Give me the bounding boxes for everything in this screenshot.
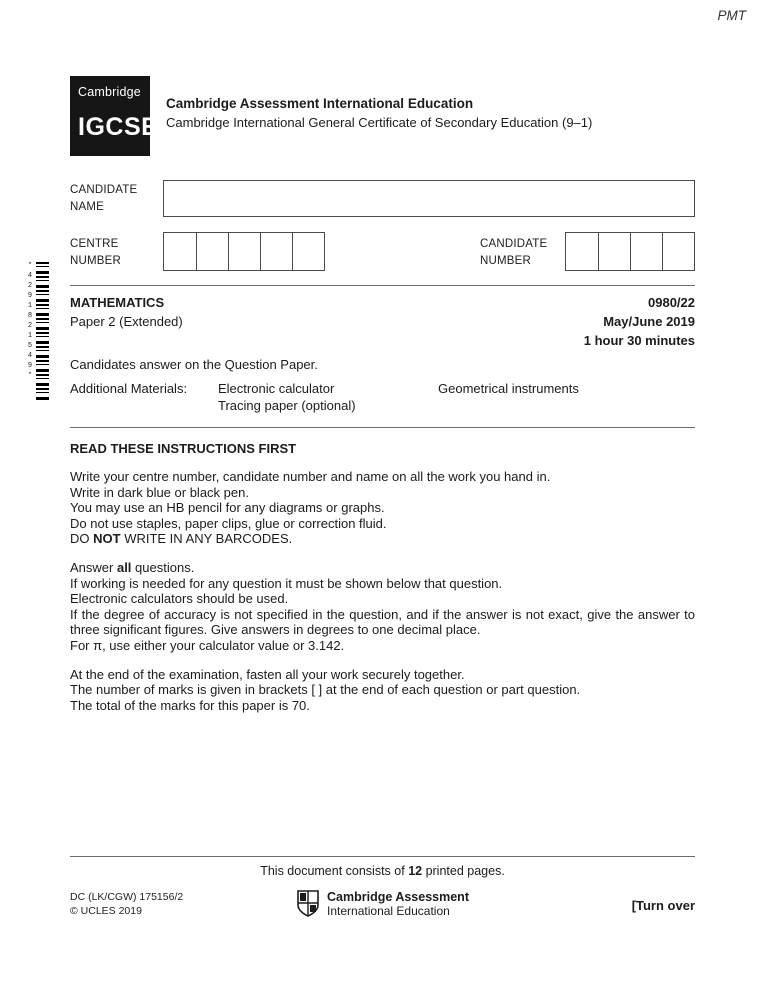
barcode-text: *4291821549*: [26, 262, 34, 382]
centre-number-field[interactable]: [163, 232, 325, 271]
answer-note: Candidates answer on the Question Paper.: [70, 357, 318, 372]
candidate-number-cell[interactable]: [662, 233, 694, 270]
pmt-watermark: PMT: [717, 8, 746, 23]
centre-number-cell[interactable]: [260, 233, 292, 270]
candidate-number-cell[interactable]: [566, 233, 598, 270]
candidate-number-field[interactable]: [565, 232, 695, 271]
centre-number-cell[interactable]: [164, 233, 196, 270]
candidate-name-field[interactable]: [163, 180, 695, 217]
shield-icon: [296, 890, 320, 918]
materials-label: Additional Materials:: [70, 381, 188, 396]
footer-logo-line2: International Education: [327, 904, 450, 918]
candidate-name-label: CANDIDATE NAME: [70, 184, 138, 213]
igcse-logo: [70, 76, 159, 156]
document-codes: [70, 890, 296, 918]
paper-name: Paper 2 (Extended): [70, 314, 183, 329]
footer-logo-line1: Cambridge Assessment: [327, 890, 469, 904]
candidate-name-row: [70, 180, 695, 217]
footer: [70, 856, 695, 918]
material-tracing-paper: Tracing paper (optional): [218, 398, 356, 413]
centre-number-label: CENTRE NUMBER: [70, 238, 122, 267]
candidate-number-cell[interactable]: [630, 233, 662, 270]
divider: [70, 427, 695, 428]
centre-number-cell[interactable]: [196, 233, 228, 270]
candidate-number-label: CANDIDATE NUMBER: [480, 238, 548, 267]
subject-title: MATHEMATICS: [70, 295, 165, 310]
candidate-number-cell[interactable]: [598, 233, 630, 270]
header: [70, 76, 695, 156]
instructions-paragraph-2: Answer all questions. If working is needed for any question it must be shown below that question. Electronic calculators should be used. If the degree of accuracy is not specified in the question, and if the answer is not exact, give the answer to three significant figures. Give answers in degrees to one decimal place. For π, use either your calculator value or 3.142.: [70, 559, 695, 653]
copyright: © UCLES 2019: [70, 905, 142, 918]
page-count-note: This document consists of 12 printed pages.: [260, 864, 505, 878]
divider: [70, 285, 695, 286]
cambridge-assessment-logo: [296, 890, 469, 918]
board-title: Cambridge Assessment International Education: [166, 96, 474, 111]
material-instruments: Geometrical instruments: [438, 381, 579, 396]
paper-code: 0980/22: [648, 295, 695, 310]
instructions-paragraph-3: At the end of the examination, fasten all your work securely together. The number of marks is given in brackets [ ] at the end of each question or part question. The total of the marks for this paper is 70.: [70, 666, 581, 713]
session: May/June 2019: [603, 314, 695, 329]
barcode-stripes-icon: [36, 262, 49, 400]
centre-number-cell[interactable]: [228, 233, 260, 270]
dc-code: DC (LK/CGW) 175156/2: [70, 891, 184, 903]
material-calculator: Electronic calculator: [218, 381, 335, 396]
logo-igcse-text: IGCSE: [78, 113, 159, 141]
numbers-row: [70, 232, 695, 271]
board-subtitle: Cambridge International General Certificate of Secondary Education (9–1): [166, 115, 593, 130]
centre-number-cell[interactable]: [292, 233, 324, 270]
logo-cambridge-text: Cambridge: [78, 85, 141, 99]
additional-materials: [70, 381, 695, 413]
divider: [70, 856, 695, 857]
turn-over-note: [Turn over: [631, 898, 696, 913]
barcode: [26, 262, 49, 400]
instructions-paragraph-1: Write your centre number, candidate number and name on all the work you hand in. Write in dark blue or black pen. You may use an HB pencil for any diagrams or graphs. Do not use staples, paper clips, glue or correction fluid. DO NOT WRITE IN ANY BARCODES.: [70, 469, 551, 547]
instructions-heading: READ THESE INSTRUCTIONS FIRST: [70, 441, 297, 456]
duration: 1 hour 30 minutes: [583, 333, 695, 348]
